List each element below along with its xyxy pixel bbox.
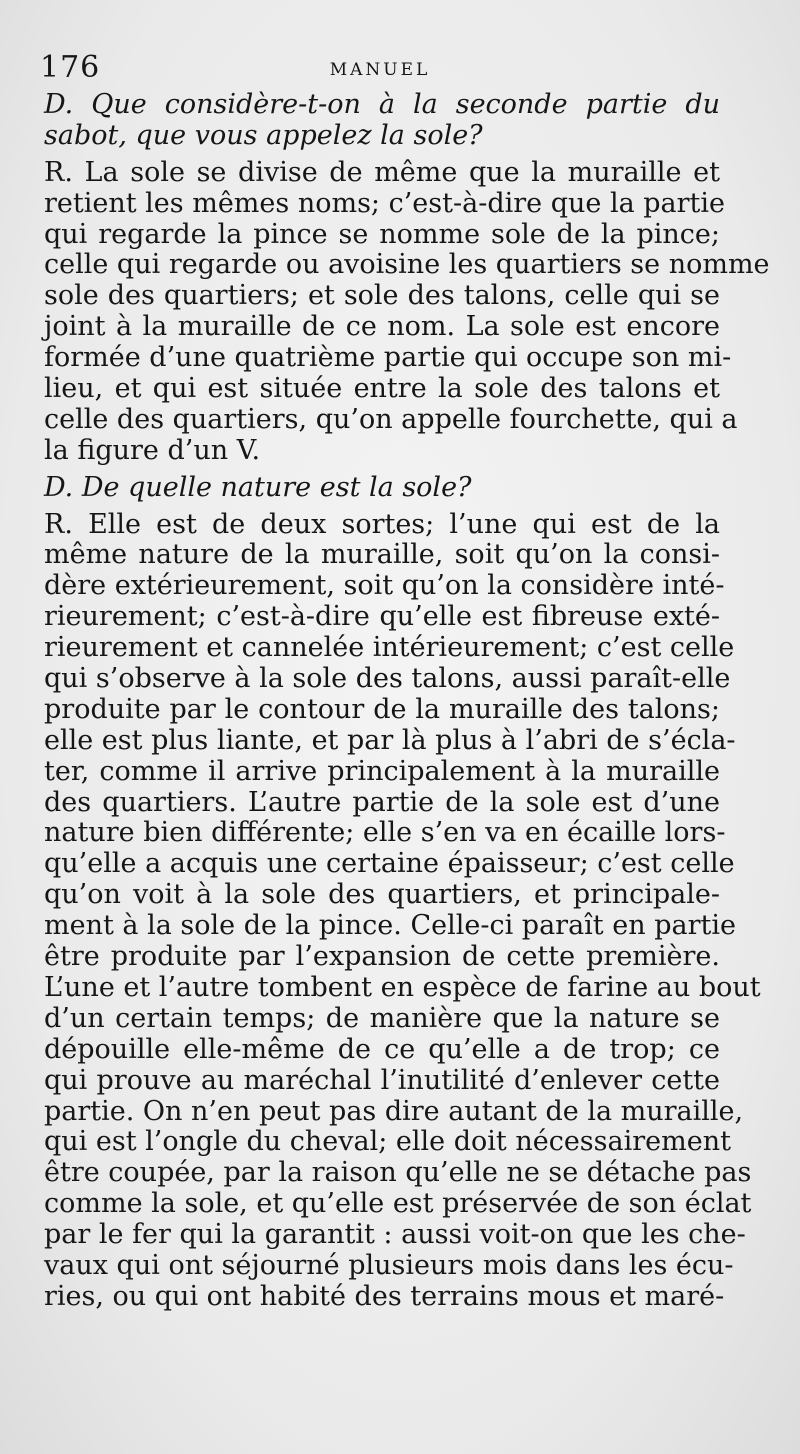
- text-line: celle des quartiers, qu’on appelle fourchette, qui a: [44, 403, 738, 435]
- text-line: ries, ou qui ont habité des terrains mous et maré-: [44, 1280, 725, 1312]
- text-line: être produite par l’expansion de cette première.: [44, 941, 720, 973]
- text-line: qui regarde la pince se nomme sole de la pince;: [44, 218, 720, 250]
- text-line: joint à la muraille de ce nom. La sole est encore: [44, 311, 720, 343]
- text-line: même nature de la muraille, soit qu’on la consi-: [44, 539, 720, 571]
- text-line: par le fer qui la garantit : aussi voit-on que les che-: [44, 1219, 746, 1251]
- text-line: retient les mêmes noms; c’est-à-dire que la partie: [44, 187, 726, 219]
- text-line: dépouille elle-même de ce qu’elle a de trop; ce: [44, 1033, 720, 1065]
- text-line: des quartiers. L’autre partie de la sole est d’une: [44, 786, 720, 818]
- text-line: comme la sole, et qu’elle est préservée de son éclat: [44, 1188, 752, 1220]
- text-line: qui prouve au maréchal l’inutilité d’enlever cette: [44, 1064, 720, 1096]
- text-line: être coupée, par la raison qu’elle ne se détache pas: [44, 1157, 752, 1189]
- question-paragraph: [44, 473, 720, 504]
- text-line: sabot, que vous appelez la sole?: [44, 119, 483, 151]
- answer-paragraph: [44, 156, 770, 467]
- text-line: lieu, et qui est située entre la sole des talons et: [44, 373, 720, 405]
- text-line: R. Elle est de deux sortes; l’une qui est de la: [44, 508, 720, 540]
- text-line: rieurement; c’est-à-dire qu’elle est fibreuse exté-: [44, 601, 720, 633]
- text-line: vaux qui ont séjourné plusieurs mois dans les écu-: [44, 1249, 734, 1281]
- text-line: sole des quartiers; et sole des talons, celle qui se: [44, 280, 720, 312]
- text-line: qu’on voit à la sole des quartiers, et principale-: [44, 879, 720, 911]
- text-line: partie. On n’en peut pas dire autant de la muraille,: [44, 1095, 744, 1127]
- text-line: qui s’observe à la sole des talons, aussi paraît-elle: [44, 663, 731, 695]
- running-head: MANUEL: [329, 60, 431, 80]
- text-line: celle qui regarde ou avoisine les quartiers se nomme: [44, 249, 770, 281]
- text-line: formée d’une quatrième partie qui occupe son mi-: [44, 342, 732, 374]
- page-header: [40, 50, 720, 90]
- text-line: R. La sole se divise de même que la muraille et: [44, 156, 720, 188]
- question-paragraph: [44, 90, 720, 152]
- text-line: ment à la sole de la pince. Celle-ci paraît en partie: [44, 910, 736, 942]
- text-line: nature bien différente; elle s’en va en écaille lors-: [44, 817, 726, 849]
- text-line: d’un certain temps; de manière que la nature se: [44, 1002, 720, 1034]
- answer-paragraph: [44, 508, 761, 1313]
- text-line: dère extérieurement, soit qu’on la considère inté-: [44, 570, 725, 602]
- text-line: D. De quelle nature est la sole?: [44, 471, 472, 503]
- text-line: elle est plus liante, et par là plus à l’abri de s’écla-: [44, 724, 736, 756]
- text-line: qu’elle a acquis une certaine épaisseur; c’est celle: [44, 848, 735, 880]
- text-line: la figure d’un V.: [44, 434, 261, 466]
- text-line: ter, comme il arrive principalement à la muraille: [44, 755, 720, 787]
- text-line: qui est l’ongle du cheval; elle doit nécessairement: [44, 1126, 731, 1158]
- text-line: rieurement et cannelée intérieurement; c’est celle: [44, 632, 735, 664]
- text-line: D. Que considère-t-on à la seconde partie du: [44, 89, 720, 120]
- text-line: L’une et l’autre tombent en espèce de farine au bout: [44, 971, 761, 1003]
- body-text: [44, 89, 770, 1313]
- text-line: produite par le contour de la muraille des talons;: [44, 693, 720, 725]
- page-number: 176: [40, 50, 101, 85]
